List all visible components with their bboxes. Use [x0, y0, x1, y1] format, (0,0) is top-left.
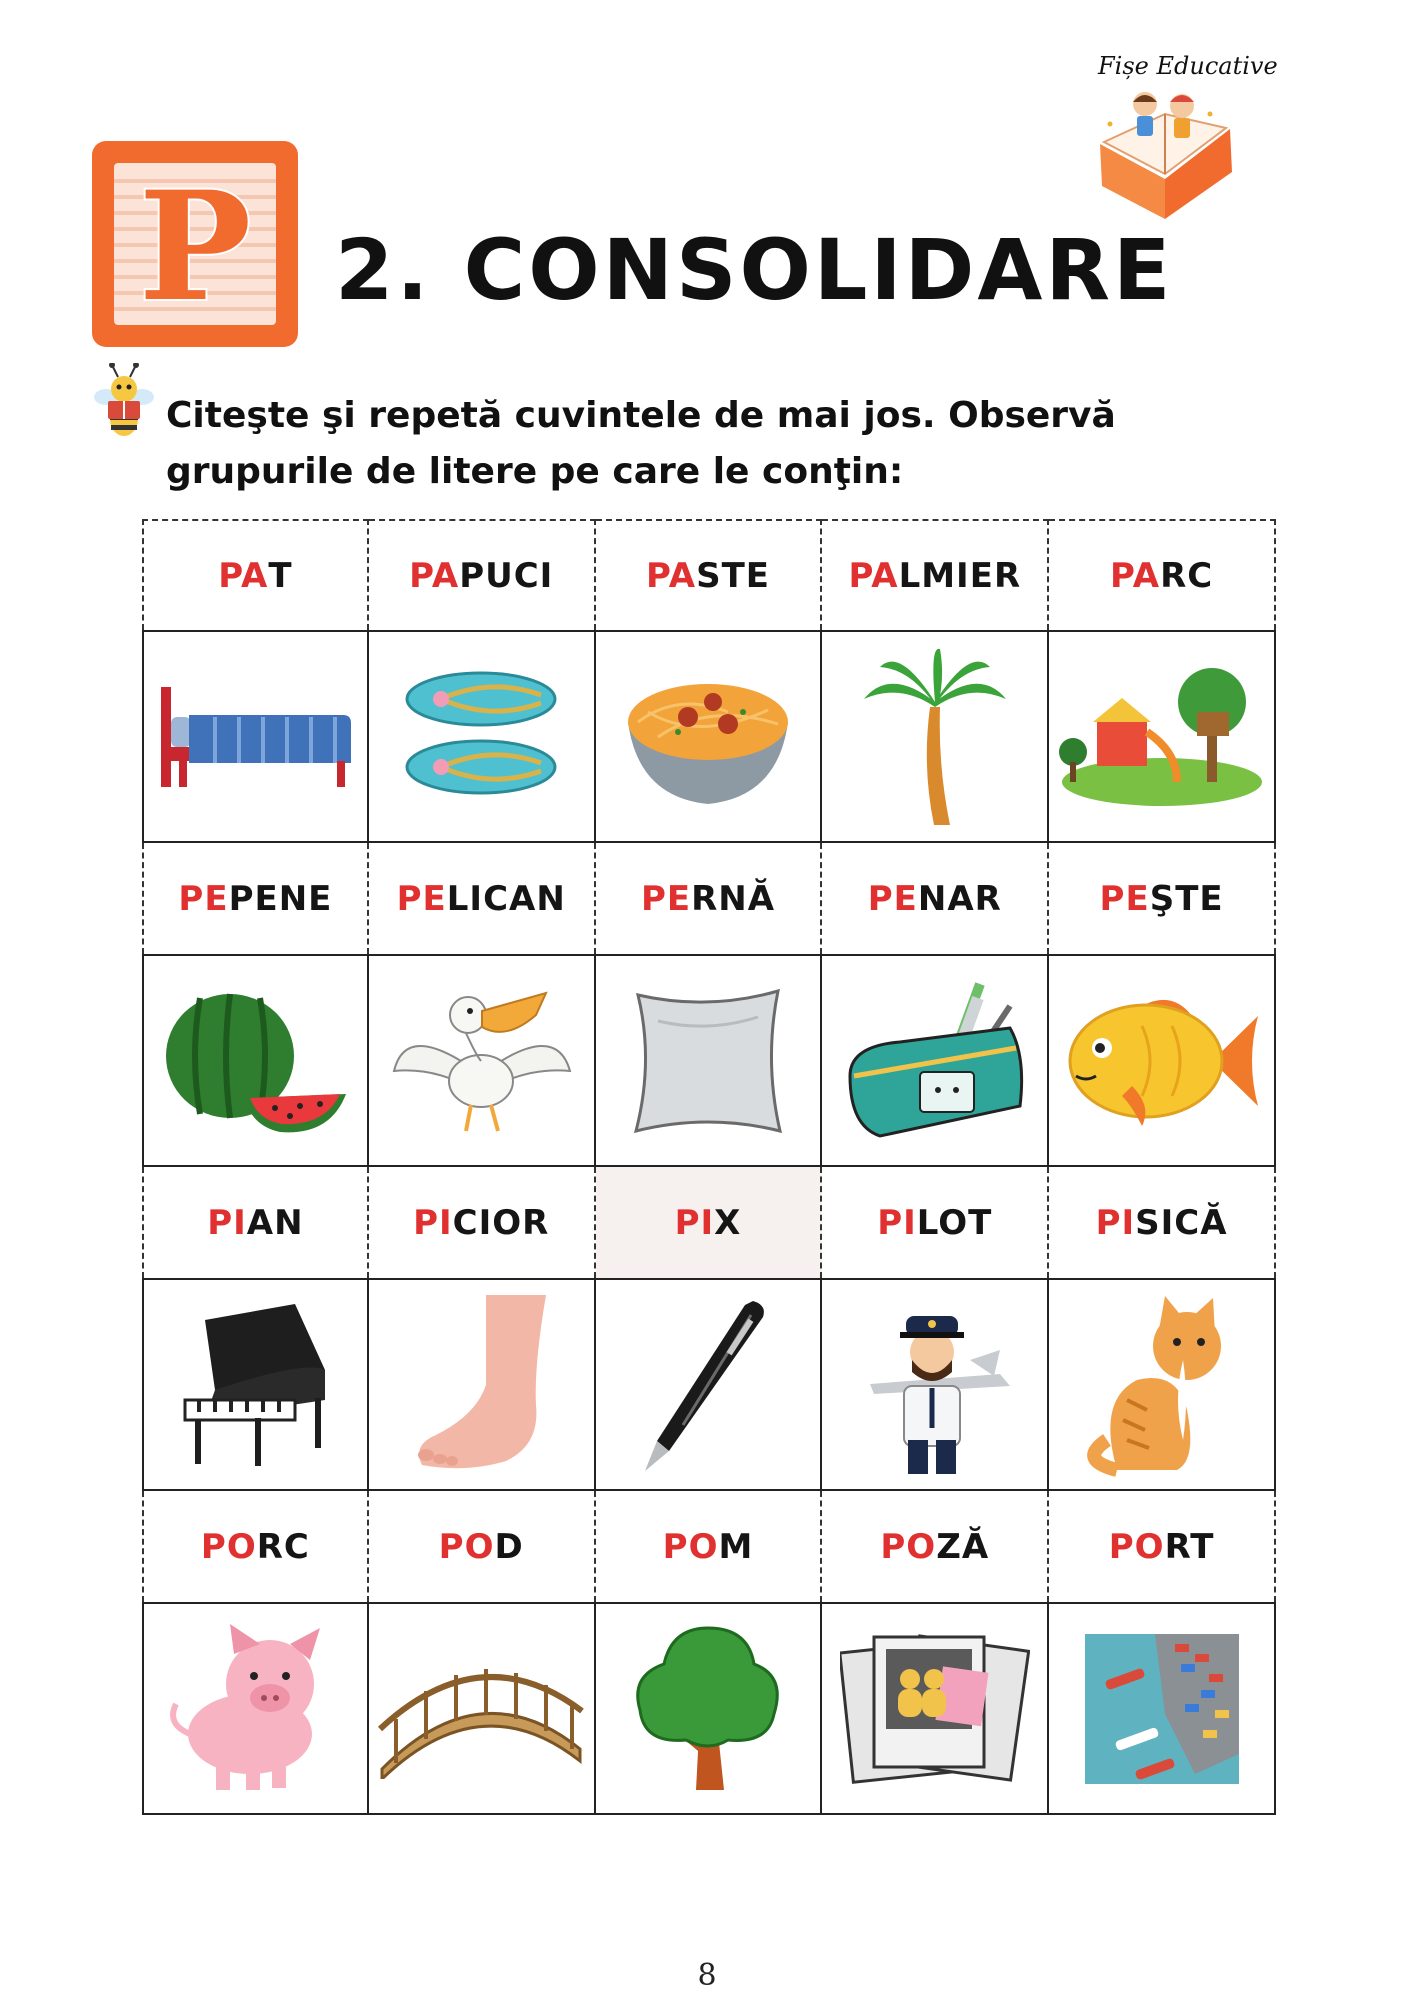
instruction-text: Citeşte şi repetă cuvintele de mai jos. Observă grupurile de litere pe care le conţin:	[166, 395, 1116, 492]
book-kids-icon	[1090, 84, 1240, 224]
pelican-icon	[386, 981, 576, 1141]
word-row	[142, 519, 1276, 630]
picture-row	[142, 630, 1276, 843]
picture-cell	[369, 1280, 596, 1489]
watermelon-icon	[160, 986, 350, 1136]
word-cell-porc: PO RC	[142, 1491, 369, 1602]
word-cell-paste: PA STE	[596, 519, 823, 630]
pencil-case-icon	[840, 976, 1030, 1146]
cat-icon	[1087, 1290, 1237, 1480]
word-cell-palmier: PA LMIER	[822, 519, 1049, 630]
pilot-icon	[860, 1290, 1010, 1480]
word-grid	[142, 519, 1276, 1815]
picture-cell	[822, 632, 1049, 841]
word-cell-pom: PO M	[596, 1491, 823, 1602]
spaghetti-icon	[618, 662, 798, 812]
brand-logo	[1080, 48, 1280, 228]
park-icon	[1057, 662, 1267, 812]
word-cell-parc: PA RC	[1049, 519, 1276, 630]
foot-icon	[406, 1295, 556, 1475]
picture-row	[142, 954, 1276, 1167]
word-cell-pelican: PE LICAN	[369, 843, 596, 954]
page-number: 8	[697, 1958, 717, 1993]
page-title: 2. CONSOLIDARE	[335, 221, 1174, 319]
word-cell-pepene: PE PENE	[142, 843, 369, 954]
picture-row	[142, 1602, 1276, 1815]
piano-icon	[175, 1300, 335, 1470]
picture-cell	[369, 956, 596, 1165]
picture-cell	[1049, 1280, 1276, 1489]
word-cell-papuci: PA PUCI	[369, 519, 596, 630]
picture-cell	[596, 1280, 823, 1489]
word-row	[142, 1167, 1276, 1278]
picture-cell	[1049, 632, 1276, 841]
picture-cell	[596, 1604, 823, 1813]
word-cell-picior: PI CIOR	[369, 1167, 596, 1278]
pillow-icon	[628, 981, 788, 1141]
word-cell-port: PO RT	[1049, 1491, 1276, 1602]
letter-p-block-icon	[92, 141, 298, 347]
fish-icon	[1062, 986, 1262, 1136]
picture-row	[142, 1278, 1276, 1491]
bee-reading-icon	[92, 363, 156, 443]
word-cell-pisica: PI SICĂ	[1049, 1167, 1276, 1278]
port-icon	[1085, 1634, 1239, 1784]
picture-cell	[596, 632, 823, 841]
pen-icon	[633, 1295, 783, 1475]
word-cell-peste: PE ŞTE	[1049, 843, 1276, 954]
picture-cell	[142, 1280, 369, 1489]
word-cell-pian: PI AN	[142, 1167, 369, 1278]
word-cell-pod: PO D	[369, 1491, 596, 1602]
picture-cell	[822, 1280, 1049, 1489]
word-cell-poza: PO ZĂ	[822, 1491, 1049, 1602]
word-cell-penar: PE NAR	[822, 843, 1049, 954]
picture-cell	[369, 1604, 596, 1813]
pig-icon	[160, 1624, 350, 1794]
tree-icon	[628, 1624, 788, 1794]
word-row	[142, 843, 1276, 954]
picture-cell	[1049, 956, 1276, 1165]
picture-cell	[142, 632, 369, 841]
palm-tree-icon	[860, 647, 1010, 827]
bed-icon	[155, 677, 355, 797]
photos-icon	[840, 1629, 1030, 1789]
word-cell-perna: PE RNĂ	[596, 843, 823, 954]
flip-flops-icon	[401, 667, 561, 807]
word-cell-pat: PA T	[142, 519, 369, 630]
picture-cell	[596, 956, 823, 1165]
picture-cell	[822, 956, 1049, 1165]
word-cell-pilot: PI LOT	[822, 1167, 1049, 1278]
picture-cell	[142, 956, 369, 1165]
brand-name: Fișe Educative	[1098, 52, 1278, 80]
svg-text:P: P	[138, 159, 252, 335]
picture-cell	[822, 1604, 1049, 1813]
bridge-icon	[376, 1639, 586, 1779]
picture-cell	[369, 632, 596, 841]
word-cell-pix: PI X	[596, 1167, 823, 1278]
word-row	[142, 1491, 1276, 1602]
picture-cell	[142, 1604, 369, 1813]
picture-cell	[1049, 1604, 1276, 1813]
